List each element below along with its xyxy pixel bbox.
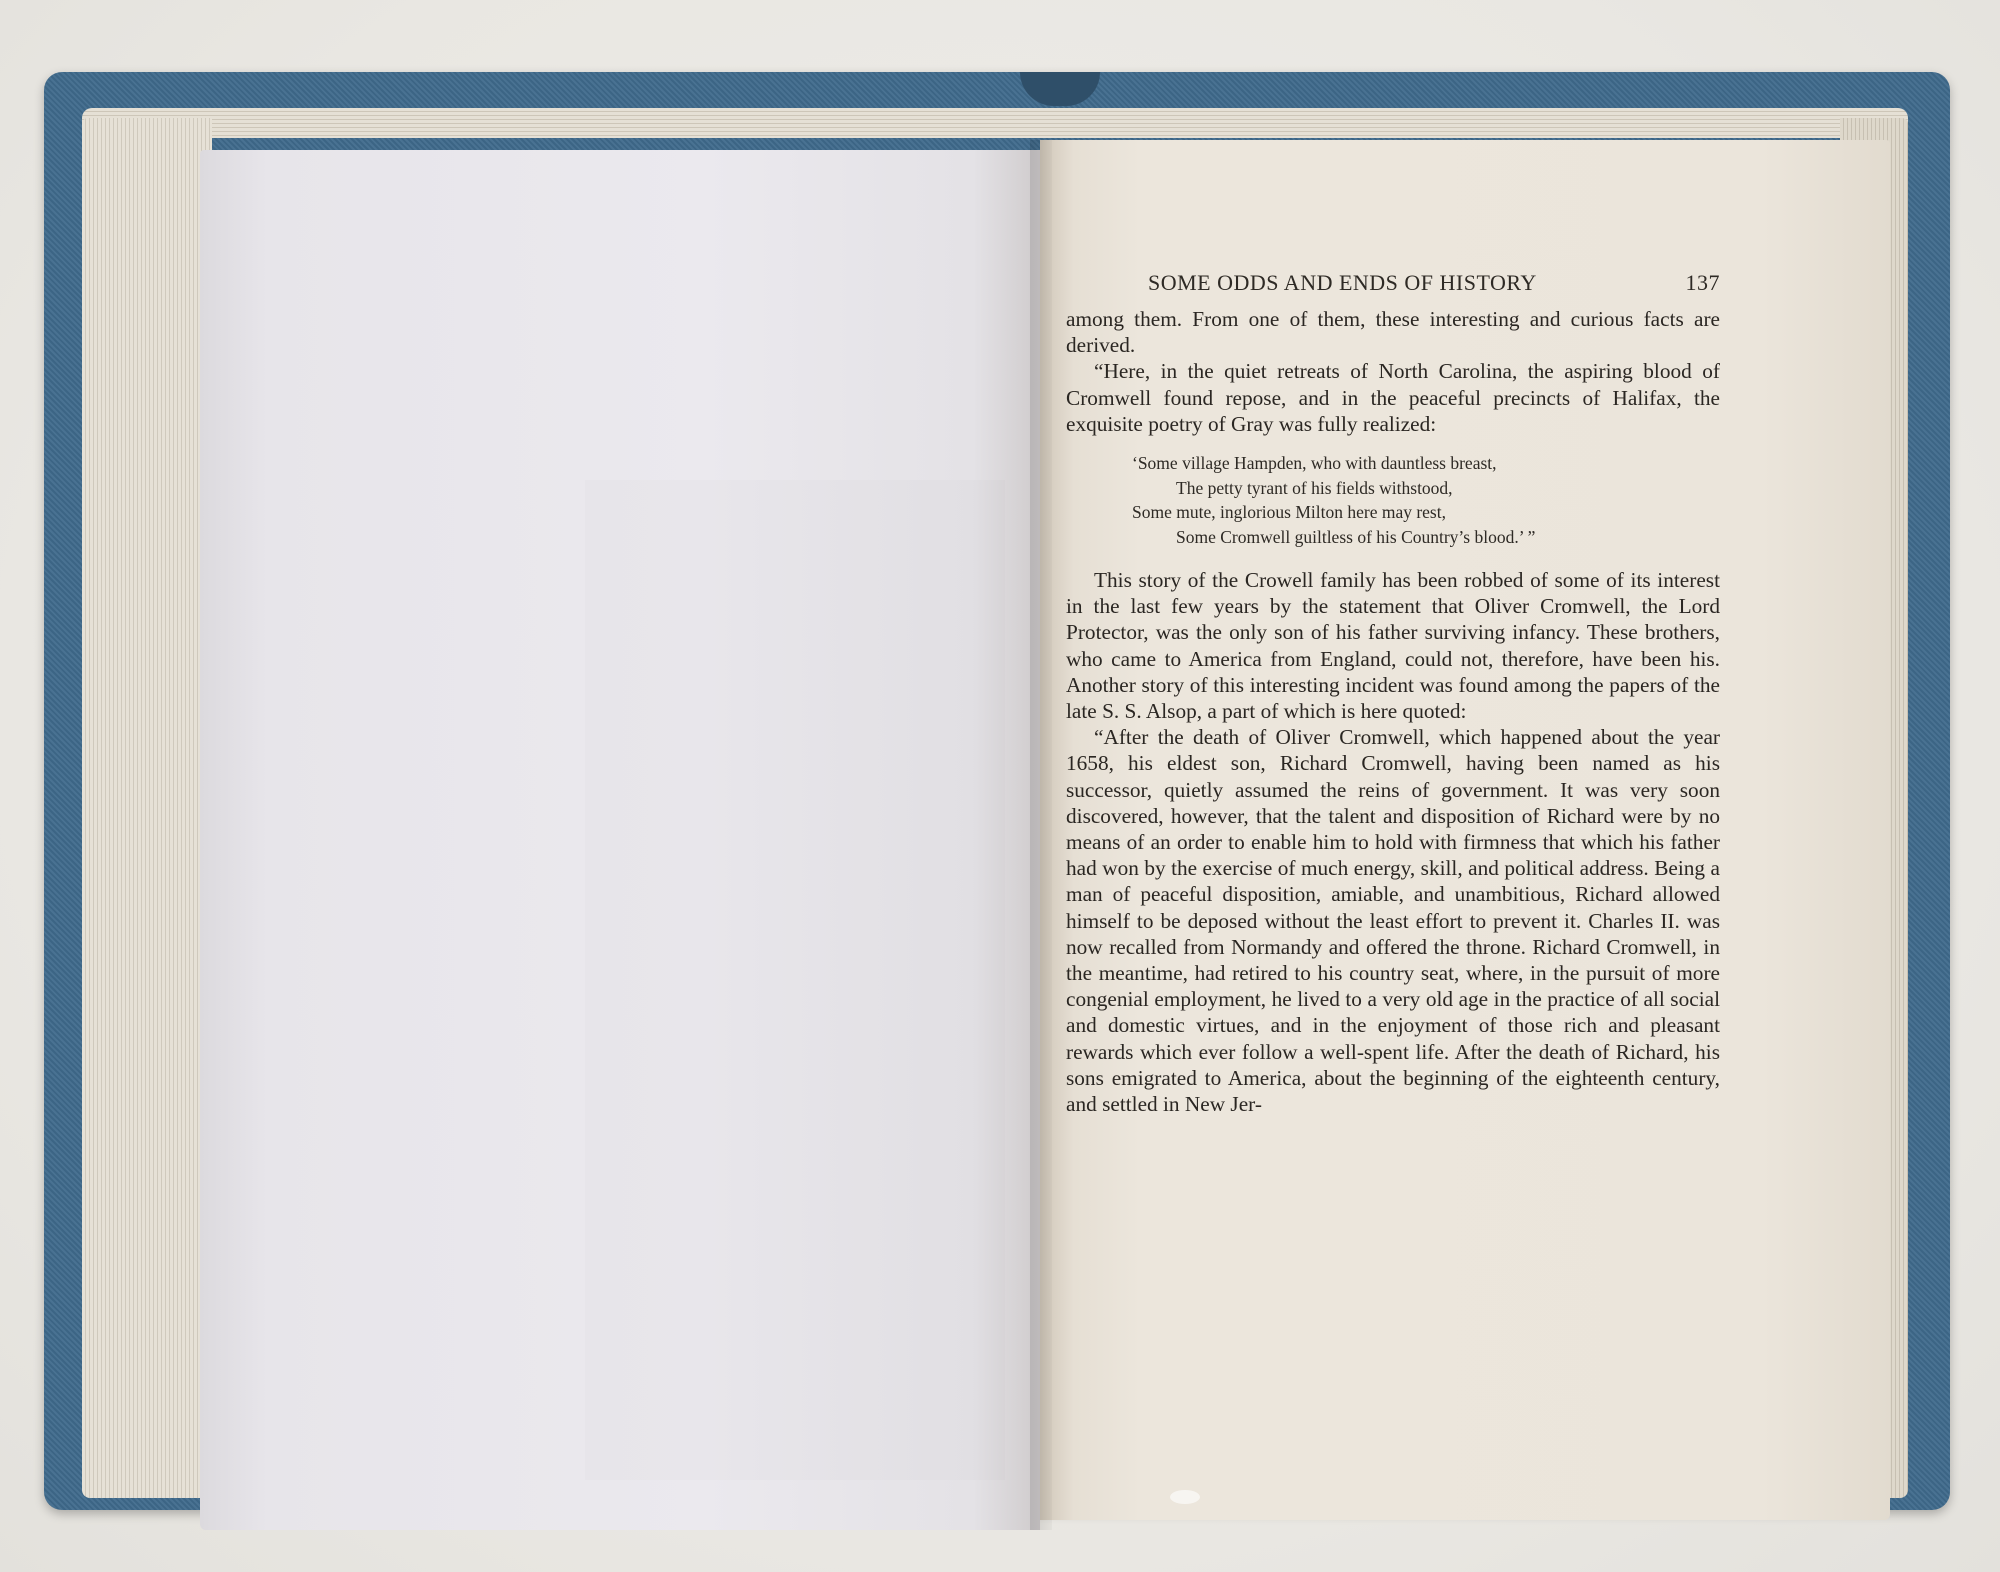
- poem-quote: [1066, 451, 1720, 549]
- page-block-top-edge: [82, 108, 1908, 138]
- show-through-area: [585, 480, 1005, 1480]
- poem-line: Some mute, inglorious Milton here may rest,: [1132, 502, 1446, 523]
- left-page-blank: [200, 150, 1040, 1530]
- running-head-title: SOME ODDS AND ENDS OF HISTORY: [1148, 270, 1537, 295]
- poem-line: The petty tyrant of his fields withstood,: [1176, 477, 1453, 498]
- paragraph: “Here, in the quiet retreats of North Carolina, the aspiring blood of Cromwell found repose, and in the peaceful precincts of Halifax, the exquisite poetry of Gray was fully realized:: [1066, 359, 1720, 436]
- page-block-left-edge: [82, 118, 212, 1498]
- page-mark: [1170, 1490, 1200, 1504]
- book-gutter: [1030, 140, 1052, 1530]
- paragraph: among them. From one of them, these interesting and curious facts are derived.: [1066, 307, 1720, 358]
- running-head: [1066, 270, 1720, 306]
- page-text: [1066, 270, 1720, 1117]
- poem-line: ‘Some village Hampden, who with dauntless breast,: [1132, 453, 1497, 474]
- paragraph: This story of the Crowell family has been robbed of some of its interest in the last few years by the statement that Oliver Cromwell, the Lord Protector, was the only son of his father surviving infancy. These brothers, who came to America from England, could not, therefore, have been his. Another story of this interesting incident was found among the papers of the late S. S. Alsop, a part of which is here quoted:: [1066, 568, 1720, 724]
- paragraph: “After the death of Oliver Cromwell, which happened about the year 1658, his eldest son, Richard Cromwell, having been named as his successor, quietly assumed the reins of government. It was very soon discovered, however, that the talent and disposition of Richard were by no means of an order to enable him to hold with firmness that which his father had won by the exercise of much energy, skill, and political address. Being a man of peaceful disposition, amiable, and unambitious, Richard allowed himself to be deposed without the least effort to prevent it. Charles II. was now recalled from Normandy and offered the throne. Richard Cromwell, in the meantime, had retired to his country seat, where, in the pursuit of more congenial employment, he lived to a very old age in the practice of all social and domestic virtues, and in the enjoyment of those rich and pleasant rewards which ever follow a well-spent life. After the death of Richard, his sons emigrated to America, about the beginning of the eighteenth century, and settled in New Jer-: [1066, 725, 1720, 1117]
- poem-line: Some Cromwell guiltless of his Country’s blood.’ ”: [1176, 526, 1536, 547]
- page-number: 137: [1685, 270, 1720, 295]
